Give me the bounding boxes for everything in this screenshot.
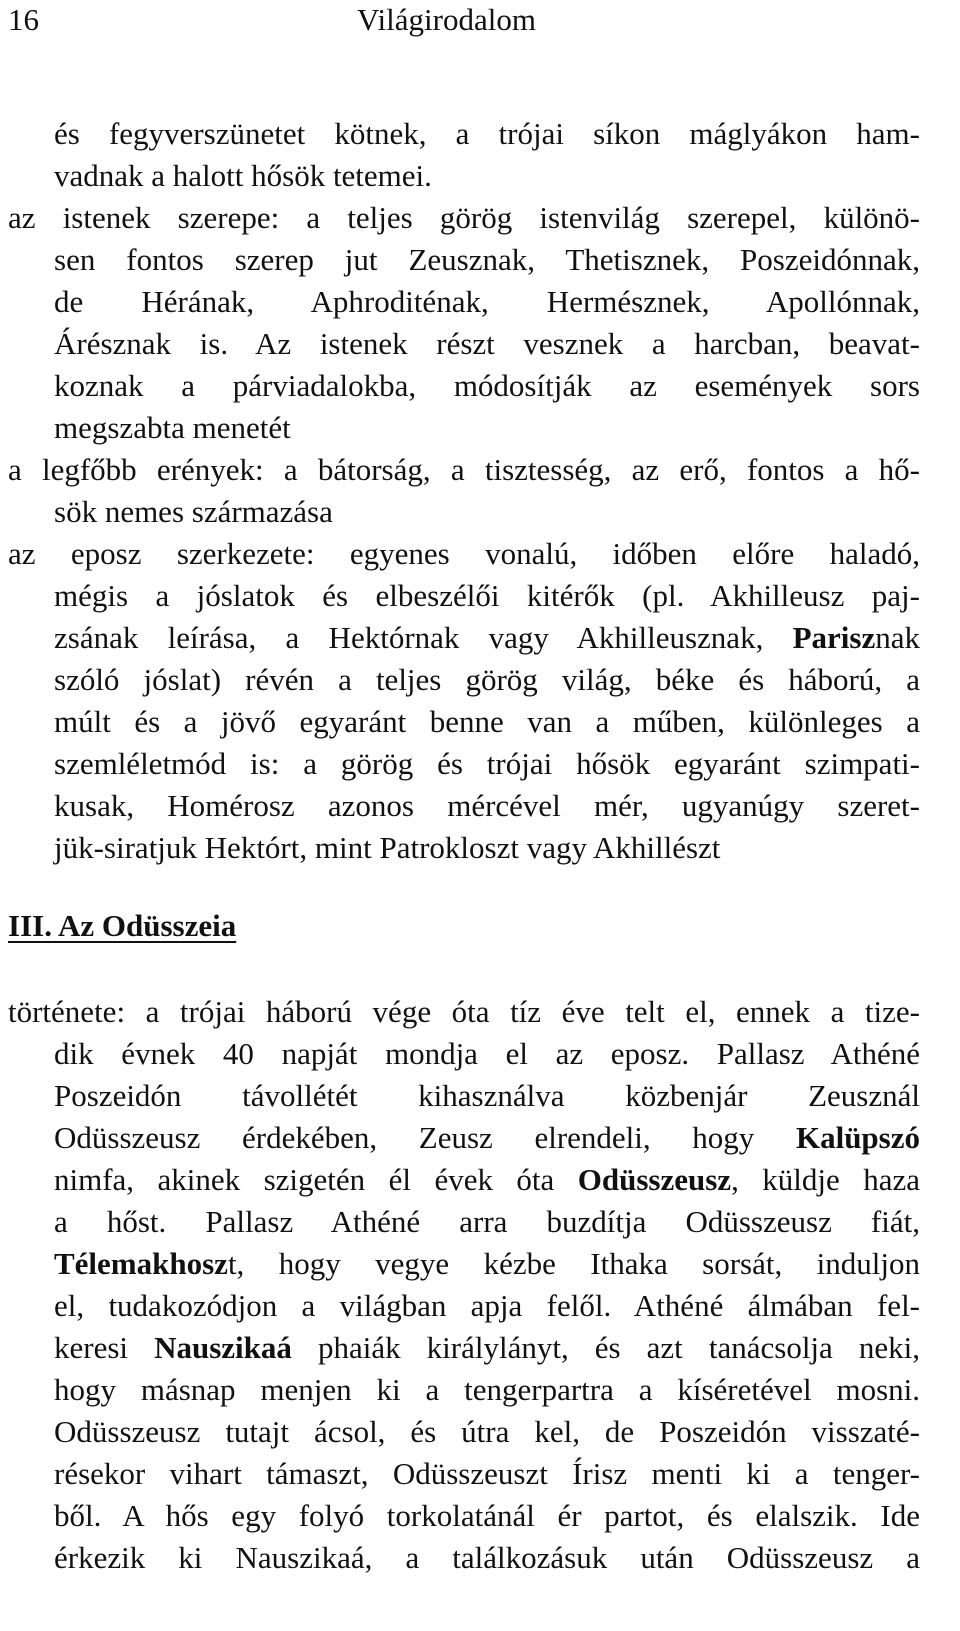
running-title: Világirodalom — [357, 2, 536, 37]
text-line: hogy másnap menjen ki a tengerpartra a kíséretével mosni. — [54, 1372, 920, 1407]
text-line: jük-siratjuk Hektórt, mint Patrokloszt vagy Akhillészt — [54, 830, 721, 865]
text-line: története: a trójai háború vége óta tíz éve telt el, ennek a tize- — [8, 994, 920, 1029]
text-line: az eposz szerkezete: egyenes vonalú, időben előre haladó, — [8, 536, 920, 571]
text-line: sök nemes származása — [54, 494, 333, 529]
section-heading: III. Az Odüsszeia — [8, 908, 237, 943]
text-line: ből. A hős egy folyó torkolatánál ér partot, és elalszik. Ide — [54, 1498, 920, 1533]
text-line: múlt és a jövő egyaránt benne van a műben, különleges a — [54, 704, 920, 739]
text-run: zsának leírása, a Hektórnak vagy Akhilleusznak, — [54, 620, 793, 655]
text-line: megszabta menetét — [54, 410, 291, 445]
text-line: dik évnek 40 napját mondja el az eposz. Pallasz Athéné — [54, 1036, 920, 1071]
text-line: Árésznak is. Az istenek részt vesznek a harcban, beavat- — [54, 326, 920, 361]
name-telemakhosz: Télemakhosz — [54, 1246, 228, 1281]
text-line: Odüsszeusz tutajt ácsol, és útra kel, de Poszeidón visszaté- — [54, 1414, 920, 1449]
text-run: keresi — [54, 1330, 155, 1365]
text-run: Odüsszeusz érdekében, Zeusz elrendeli, hogy — [54, 1120, 796, 1155]
text-line: Poszeidón távollétét kihasználva közbenjár Zeusznál — [54, 1078, 920, 1113]
text-line: sen fontos szerep jut Zeusznak, Thetisznek, Poszeidónnak, — [54, 242, 920, 277]
text-line — [54, 618, 920, 658]
text-line — [54, 1160, 920, 1200]
text-run: t, hogy vegye kézbe Ithaka sorsát, induljon — [227, 1246, 920, 1281]
text-line: de Hérának, Aphroditénak, Hermésznek, Apollónnak, — [54, 284, 920, 319]
text-line: szóló jóslat) révén a teljes görög világ, béke és háború, a — [54, 662, 920, 697]
text-run: nak — [875, 620, 920, 655]
text-line — [54, 1118, 920, 1158]
text-line: el, tudakozódjon a világban apja felől. Athéné álmában fel- — [54, 1288, 920, 1323]
text-line — [54, 1328, 920, 1368]
text-run: phaiák királylányt, és azt tanácsolja neki, — [291, 1330, 920, 1365]
text-line: résekor vihart támaszt, Odüsszeuszt Írisz menti ki a tenger- — [54, 1456, 920, 1491]
name-nauszikaa: Nauszikaá — [154, 1330, 292, 1365]
text-line: a hőst. Pallasz Athéné arra buzdítja Odüsszeusz fiát, — [54, 1204, 920, 1239]
text-line: szemléletmód is: a görög és trójai hősök egyaránt szimpati- — [54, 746, 920, 781]
name-parisz: Parisz — [792, 620, 876, 655]
text-run: nimfa, akinek szigetén él évek óta — [54, 1162, 578, 1197]
text-line — [54, 1244, 920, 1284]
page-number: 16 — [8, 2, 39, 37]
text-line: a legfőbb erények: a bátorság, a tisztesség, az erő, fontos a hő- — [8, 452, 920, 487]
text-line: koznak a párviadalokba, módosítják az események sors — [54, 368, 920, 403]
name-kalupszo: Kalüpszó — [795, 1120, 920, 1155]
text-line: kusak, Homérosz azonos mércével mér, ugyanúgy szeret- — [54, 788, 920, 823]
text-line: mégis a jóslatok és elbeszélői kitérők (pl. Akhilleusz paj- — [54, 578, 920, 613]
text-run: , küldje haza — [731, 1162, 920, 1197]
text-line: vadnak a halott hősök tetemei. — [54, 158, 432, 193]
text-line: és fegyverszünetet kötnek, a trójai síkon máglyákon ham- — [54, 116, 920, 151]
name-odusszeusz: Odüsszeusz — [577, 1162, 732, 1197]
text-line: érkezik ki Nauszikaá, a találkozásuk után Odüsszeusz a — [54, 1540, 920, 1575]
text-line: az istenek szerepe: a teljes görög istenvilág szerepel, különö- — [8, 200, 920, 235]
